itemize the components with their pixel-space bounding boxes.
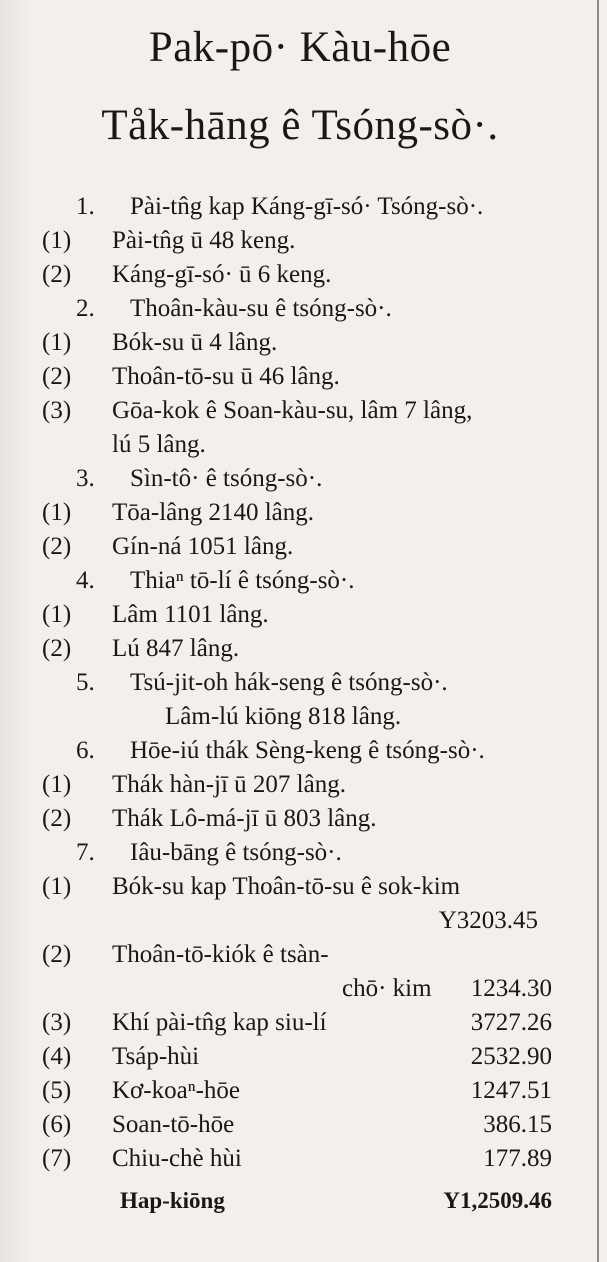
item-number: 2. <box>76 295 95 322</box>
item-text: Thoân-tō-su ū 46 lâng. <box>112 363 340 390</box>
document-title-line-2: Tåk-hāng ê Tsóng-sò·. <box>101 102 499 149</box>
list-item <box>0 360 590 394</box>
item-text: Tsú-jit-oh hák-seng ê tsóng-sò·. <box>130 669 448 696</box>
list-item <box>0 904 590 938</box>
item-text: lú 5 lâng. <box>112 431 206 458</box>
list-item <box>0 1108 590 1142</box>
item-amount: 177.89 <box>483 1145 552 1172</box>
page-border-line <box>597 0 599 1262</box>
list-item <box>0 1006 590 1040</box>
list-item <box>0 972 590 1006</box>
item-text: Kơ-koaⁿ-hōe <box>112 1077 240 1104</box>
section-heading <box>0 734 590 768</box>
item-text: Hōe-iú thák Sèng-keng ê tsóng-sò·. <box>130 737 485 764</box>
document-title-line-1: Pak-pō· Kàu-hōe <box>148 24 452 71</box>
item-text: chō· kim <box>342 975 432 1002</box>
list-item <box>0 496 590 530</box>
item-number: (2) <box>42 635 72 662</box>
item-text: Thák hàn-jī ū 207 lâng. <box>112 771 346 798</box>
item-number: (1) <box>42 873 72 900</box>
item-number: (2) <box>42 363 72 390</box>
item-amount: 386.15 <box>483 1111 552 1138</box>
item-number: (7) <box>42 1145 72 1172</box>
item-text: Sìn-tô· ê tsóng-sò·. <box>130 465 323 492</box>
section-heading <box>0 190 590 224</box>
item-text: Lú 847 lâng. <box>112 635 240 662</box>
item-number: (2) <box>42 261 72 288</box>
section-heading <box>0 462 590 496</box>
item-text: Thoân-tō-kiók ê tsàn- <box>112 941 329 968</box>
item-number: 5. <box>76 669 95 696</box>
list-item <box>0 700 590 734</box>
item-number: (4) <box>42 1043 72 1070</box>
item-number: 1. <box>76 193 95 220</box>
item-number: 4. <box>76 567 95 594</box>
item-text: Lâm 1101 lâng. <box>112 601 269 628</box>
item-number: (2) <box>42 805 72 832</box>
item-text: Gín-ná 1051 lâng. <box>112 533 294 560</box>
total-value: Y1,2509.46 <box>443 1188 552 1213</box>
list-item <box>0 938 590 972</box>
list-item <box>0 768 590 802</box>
list-item <box>0 870 590 904</box>
item-number: (5) <box>42 1077 72 1104</box>
item-text: Thiaⁿ tō-lí ê tsóng-sò·. <box>130 567 355 594</box>
item-text: Tōa-lâng 2140 lâng. <box>112 499 315 526</box>
item-text: Khí pài-tn̂g kap siu-lí <box>112 1009 327 1036</box>
item-text: Lâm-lú kiōng 818 lâng. <box>165 703 402 730</box>
item-text: Bók-su kap Thoân-tō-su ê sok-kim <box>112 873 461 900</box>
list-item <box>0 394 590 428</box>
item-text: Pài-tn̂g kap Káng-gī-só· Tsóng-sò·. <box>130 193 484 220</box>
item-text: Soan-tō-hōe <box>112 1111 235 1138</box>
item-number: (1) <box>42 771 72 798</box>
item-number: (2) <box>42 533 72 560</box>
item-number: (2) <box>42 941 72 968</box>
item-number: (1) <box>42 329 72 356</box>
item-text: Thák Lô-má-jī ū 803 lâng. <box>112 805 377 832</box>
item-text: Iâu-bāng ê tsóng-sò·. <box>130 839 342 866</box>
item-number: (1) <box>42 499 72 526</box>
item-amount: 2532.90 <box>470 1043 552 1070</box>
list-item <box>0 428 590 462</box>
list-item <box>0 326 590 360</box>
item-text: Pài-tn̂g ū 48 keng. <box>112 227 296 254</box>
item-amount: 1247.51 <box>470 1077 552 1104</box>
item-text: Káng-gī-só· ū 6 keng. <box>112 261 332 288</box>
item-text: Chiu-chè hùi <box>112 1145 242 1172</box>
item-number: 6. <box>76 737 95 764</box>
list-item <box>0 530 590 564</box>
item-text: Gōa-kok ê Soan-kàu-su, lâm 7 lâng, <box>112 397 473 424</box>
item-amount: 3727.26 <box>470 1009 552 1036</box>
item-number: (1) <box>42 601 72 628</box>
item-number: (3) <box>42 397 72 424</box>
item-text: Thoân-kàu-su ê tsóng-sò·. <box>130 295 392 322</box>
item-number: (3) <box>42 1009 72 1036</box>
section-heading <box>0 666 590 700</box>
item-number: 3. <box>76 465 95 492</box>
item-number: (6) <box>42 1111 72 1138</box>
item-amount: 1234.30 <box>470 975 552 1002</box>
list-item <box>0 1142 590 1176</box>
total-label: Hap-kiōng <box>120 1188 225 1213</box>
list-item <box>0 802 590 836</box>
list-item <box>0 258 590 292</box>
section-heading <box>0 836 590 870</box>
item-amount: Y3203.45 <box>438 907 538 934</box>
list-item <box>0 224 590 258</box>
total-row <box>0 1184 590 1218</box>
list-item <box>0 1040 590 1074</box>
section-heading <box>0 564 590 598</box>
list-item <box>0 1074 590 1108</box>
section-heading <box>0 292 590 326</box>
item-text: Bók-su ū 4 lâng. <box>112 329 278 356</box>
item-number: 7. <box>76 839 95 866</box>
list-item <box>0 598 590 632</box>
item-number: (1) <box>42 227 72 254</box>
item-text: Tsáp-hùi <box>112 1043 200 1070</box>
list-item <box>0 632 590 666</box>
